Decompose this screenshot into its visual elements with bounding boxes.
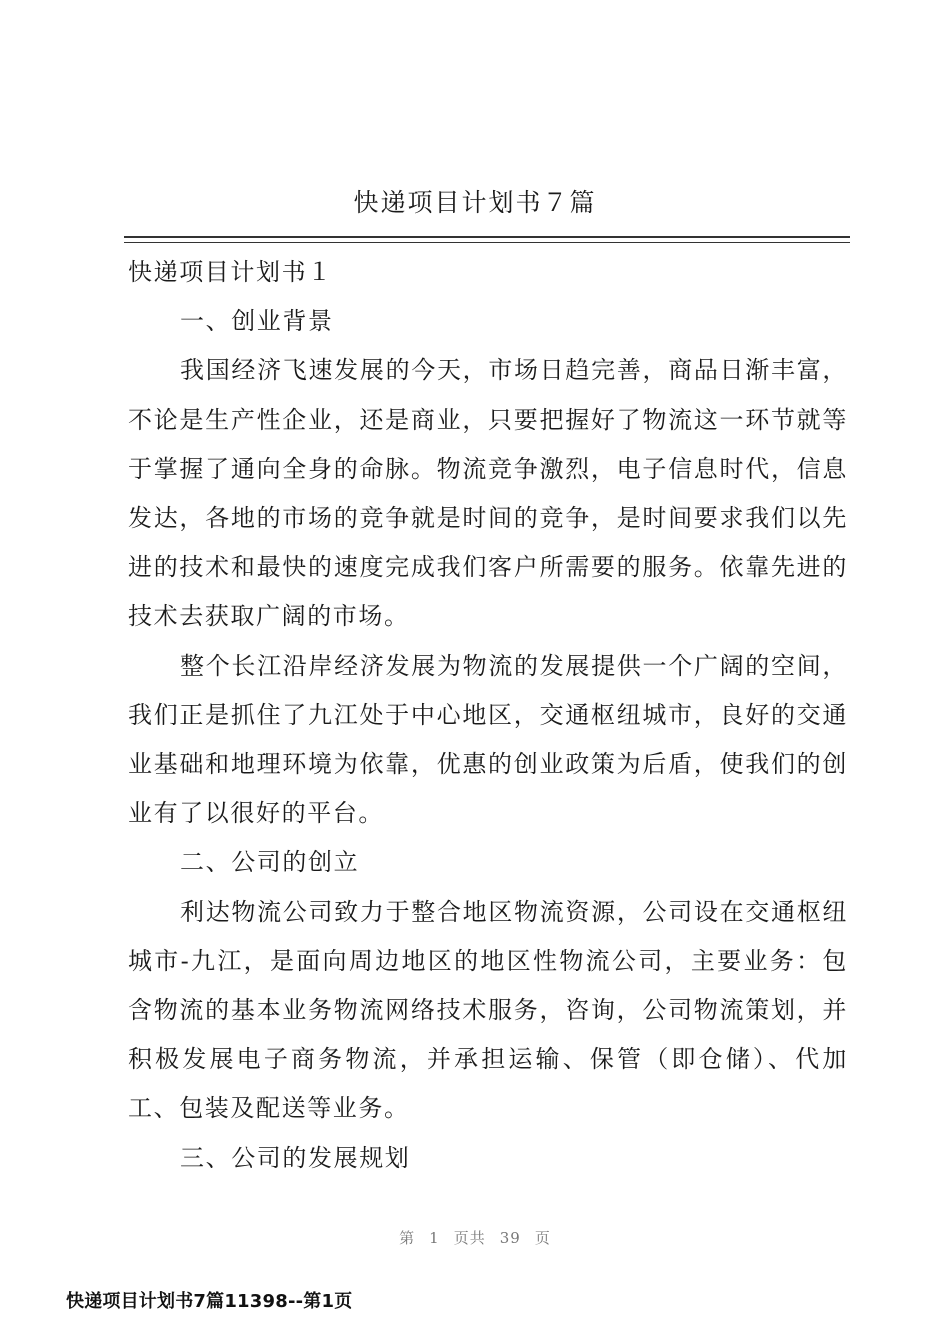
heading-background: 一、创业背景 [180, 307, 334, 336]
page-footer [0, 1227, 950, 1248]
paragraph-company-founding: 利达物流公司致力于整合地区物流资源，公司设在交通枢纽城市-九江，是面向周边地区的地区性物流公司，主要业务：包含物流的基本业务物流网络技术服务，咨询，公司物流策划，并积极发展电子商务物流，并承担运输、保管（即仓储）、代加工、包装及配送等业务。 [128, 897, 848, 1123]
footer-total-pages: 39 [499, 1229, 521, 1247]
document-title: 快递项目计划书７篇 [353, 188, 597, 217]
footer-page-number: 1 [429, 1229, 440, 1247]
footer-middle: 页共 [453, 1229, 486, 1247]
footer-suffix: 页 [534, 1229, 551, 1247]
heading-development-plan: 三、公司的发展规划 [180, 1143, 411, 1172]
document-body [128, 248, 848, 1183]
title-divider [124, 236, 850, 243]
paragraph-background-1: 我国经济飞速发展的今天，市场日趋完善，商品日渐丰富，不论是生产性企业，还是商业，只要把握好了物流这一环节就等于掌握了通向全身的命脉。物流竞争激烈，电子信息时代，信息发达，各地的市场的竞争就是时间的竞争，是时间要求我们以先进的技术和最快的速度完成我们客户所需要的服务。依靠先进的技术去获取广阔的市场。 [128, 356, 848, 631]
heading-company-founding: 二、公司的创立 [180, 848, 360, 877]
section-title: 快递项目计划书１ [128, 258, 333, 286]
page-caption: 快递项目计划书7篇11398--第1页 [66, 1291, 353, 1312]
paragraph-background-2: 整个长江沿岸经济发展为物流的发展提供一个广阔的空间，我们正是抓住了九江处于中心地区，交通枢纽城市，良好的交通业基础和地理环境为依靠，优惠的创业政策为后盾，使我们的创业有了以很好的平台。 [128, 651, 848, 828]
footer-prefix: 第 [399, 1229, 416, 1247]
